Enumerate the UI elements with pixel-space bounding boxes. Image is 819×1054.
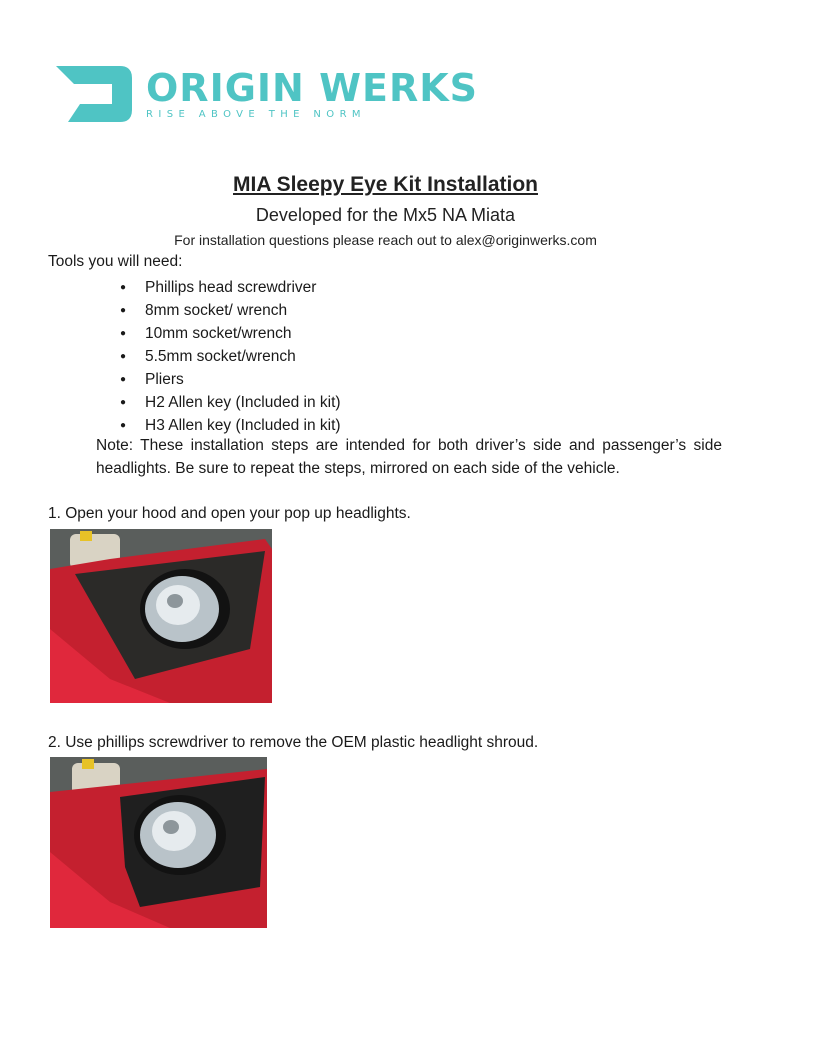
document-title: MIA Sleepy Eye Kit Installation [233,173,538,196]
step-1-photo [50,529,272,703]
document-subtitle: Developed for the Mx5 NA Miata [255,205,516,225]
list-item: ● Pliers [120,368,341,391]
list-item: ● H3 Allen key (Included in kit) [120,414,341,437]
tools-list [120,276,341,437]
contact-line: For installation questions please reach out to alex@originwerks.com [174,232,597,248]
logo-brand-name: ORIGIN WERKS [146,66,479,110]
installation-note: Note: These installation steps are intended for both driver’s side and passenger’s side headlights. Be sure to repeat the steps, mirrored on each side of the vehicle. [96,437,722,477]
logo-tagline: RISE ABOVE THE NORM [146,109,366,120]
list-item: ● Phillips head screwdriver [120,276,341,299]
headlight-open-photo [50,529,272,703]
tools-heading: Tools you will need: [48,253,183,270]
headlight-shroud-removed-photo [50,757,267,928]
origin-werks-logo-mark-icon [54,64,134,124]
origin-werks-logo [54,64,479,128]
list-item: ● 8mm socket/ wrench [120,299,341,322]
step-2-photo [50,757,267,928]
step-1-text: 1. Open your hood and open your pop up headlights. [48,505,411,522]
list-item: ● 10mm socket/wrench [120,322,341,345]
list-item: ● 5.5mm socket/wrench [120,345,341,368]
list-item: ● H2 Allen key (Included in kit) [120,391,341,414]
step-2-text: 2. Use phillips screwdriver to remove the OEM plastic headlight shroud. [48,734,539,751]
